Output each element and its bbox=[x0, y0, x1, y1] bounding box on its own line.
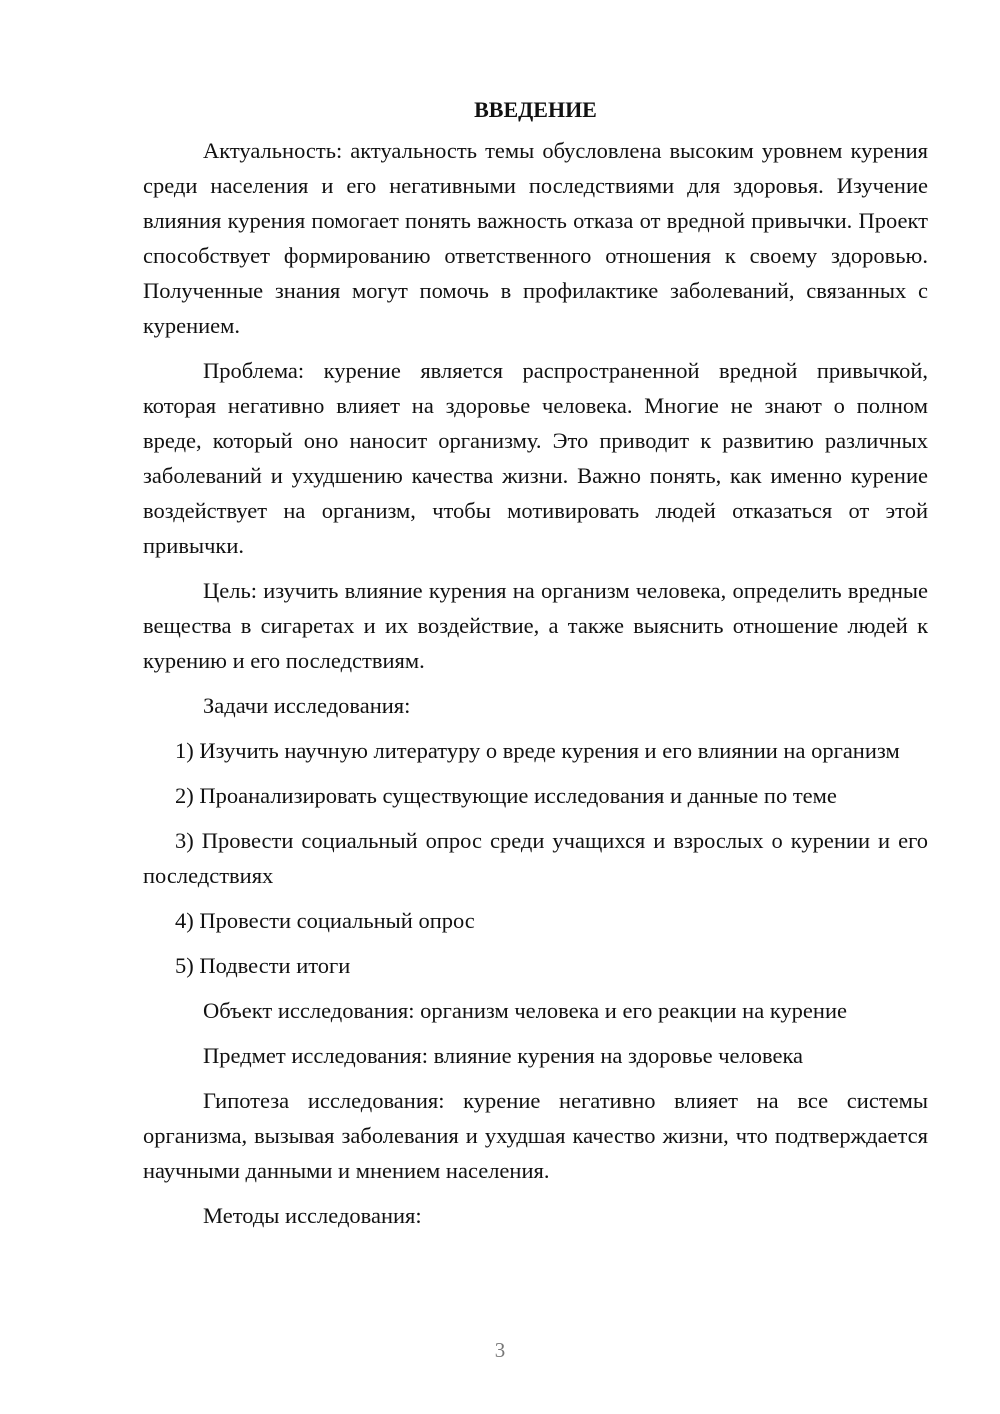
goal-paragraph: Цель: изучить влияние курения на организм человека, определить вредные вещества в сигаретах и их воздействие, а также выяснить отношение людей к курению и его последствиям. bbox=[143, 578, 928, 673]
hypothesis-paragraph: Гипотеза исследования: курение негативно влияет на все системы организма, вызывая заболевания и ухудшая качество жизни, что подтверждается научными данными и мнением населения. bbox=[143, 1088, 928, 1183]
task-item-4: 4) Провести социальный опрос bbox=[175, 908, 475, 933]
task-item-5: 5) Подвести итоги bbox=[175, 953, 351, 978]
section-title: ВВЕДЕНИЕ bbox=[474, 97, 597, 122]
task-item-2: 2) Проанализировать существующие исследования и данные по теме bbox=[175, 783, 837, 808]
task-item-1: 1) Изучить научную литературу о вреде курения и его влиянии на организм bbox=[175, 738, 900, 763]
methods-heading: Методы исследования: bbox=[203, 1203, 422, 1228]
problem-paragraph: Проблема: курение является распространенной вредной привычкой, которая негативно влияет на здоровье человека. Многие не знают о полном вреде, который оно наносит организму. Это приводит к развитию различных заболеваний и ухудшению качества жизни. Важно понять, как именно курение воздействует на организм, чтобы мотивировать людей отказаться от этой привычки. bbox=[143, 358, 928, 558]
page-number: 3 bbox=[494, 1338, 506, 1362]
subject-paragraph: Предмет исследования: влияние курения на здоровье человека bbox=[203, 1043, 804, 1068]
task-item-3: 3) Провести социальный опрос среди учащихся и взрослых о курении и его последствиях bbox=[143, 828, 928, 888]
relevance-paragraph: Актуальность: актуальность темы обусловлена высоким уровнем курения среди населения и его негативными последствиями для здоровья. Изучение влияния курения помогает понять важность отказа от вредной привычки. Проект способствует формированию ответственного отношения к своему здоровью. Полученные знания могут помочь в профилактике заболеваний, связанных с курением. bbox=[143, 138, 928, 338]
page-content bbox=[143, 92, 928, 1243]
object-paragraph: Объект исследования: организм человека и его реакции на курение bbox=[203, 998, 847, 1023]
tasks-heading: Задачи исследования: bbox=[203, 693, 411, 718]
